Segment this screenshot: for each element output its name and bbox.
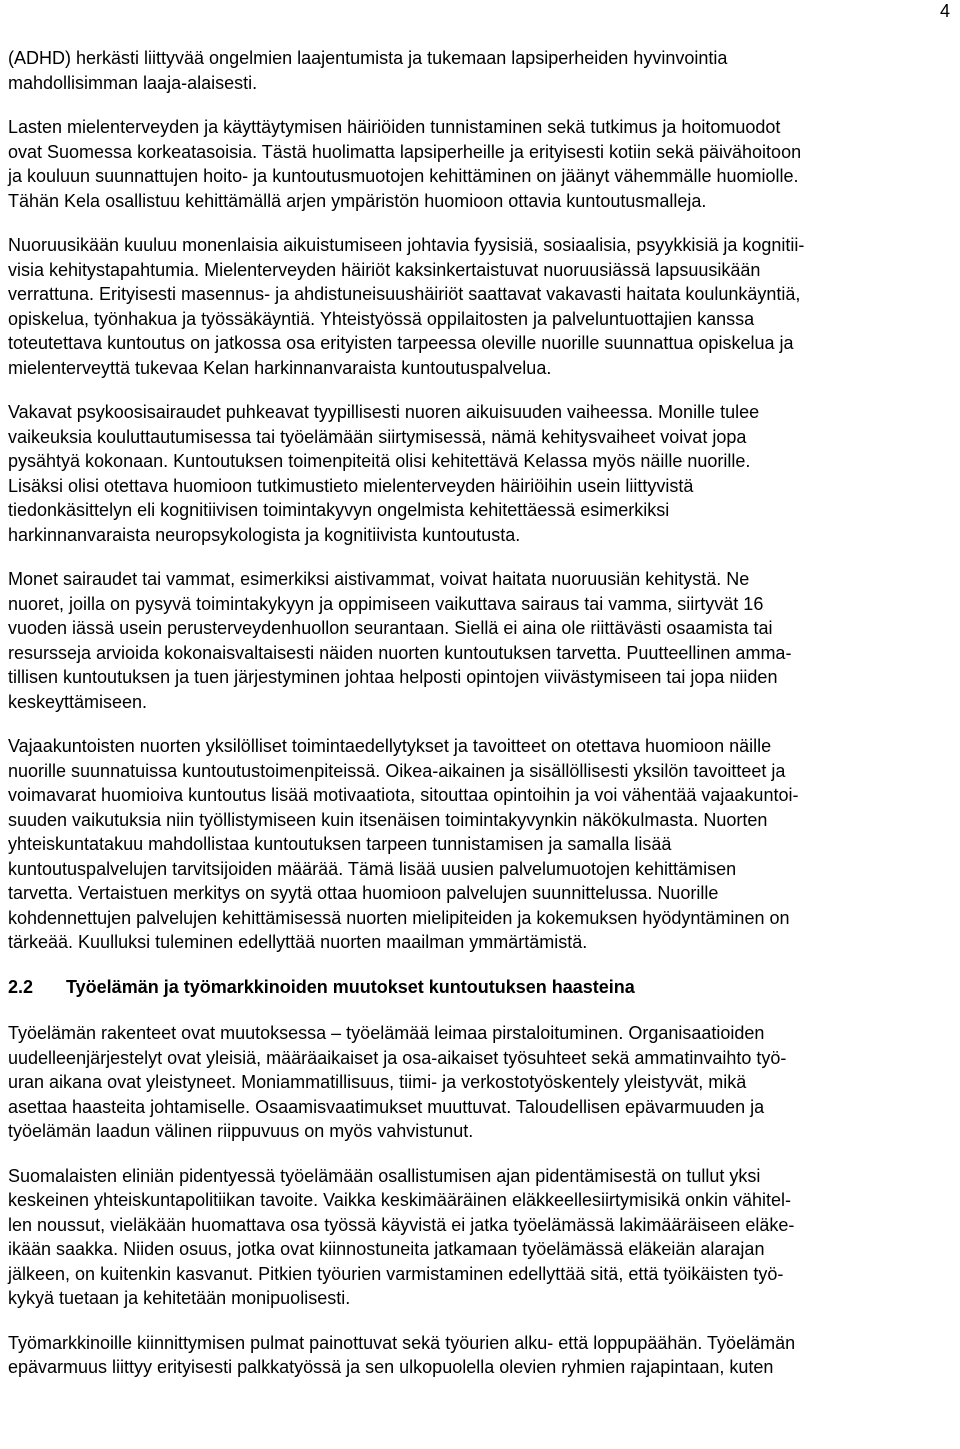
text-line: pysähtyä kokonaan. Kuntoutuksen toimenpiteitä olisi kehitettävä Kelassa myös näille nuorille. [8, 451, 751, 471]
text-line: keskeinen yhteiskuntapolitiikan tavoite. Vaikka keskimääräinen eläkkeellesiirtymisikä onkin vähitel- [8, 1190, 792, 1210]
text-line: nuoret, joilla on pysyvä toimintakykyyn ja oppimiseen vaikuttava sairaus tai vamma, siirtyvät 16 [8, 593, 764, 614]
text-line: toteutettava kuntoutus on jatkossa osa erityisten tarpeessa oleville nuorille suunnattua opiskelua ja [8, 333, 794, 353]
text-line: tärkeää. Kuulluksi tuleminen edellyttää nuorten maailman ymmärtämistä. [8, 932, 588, 952]
text-line: ovat Suomessa korkeatasoisia. Tästä huolimatta lapsiperheille ja erityisesti kotiin sekä päivähoitoon [8, 141, 802, 162]
page-number: 4 [939, 1, 950, 21]
text-line: kykyä tuetaan ja kehitetään monipuolisesti. [8, 1288, 351, 1308]
paragraph [8, 1021, 952, 1144]
text-line: kohdennettujen palvelujen kehittämisessä nuorten mielipiteiden ja kokemuksen hyödyntäminen on [8, 907, 790, 928]
text-line: Vakavat psykoosisairaudet puhkeavat tyypillisesti nuoren aikuisuuden vaiheessa. Monille tulee [8, 402, 760, 422]
text-line: ikään saakka. Niiden osuus, jotka ovat kiinnostuneita jatkamaan työelämässä eläkeiän alarajan [8, 1239, 765, 1259]
paragraph [8, 567, 952, 714]
text-line: jälkeen, on kuitenkin kasvanut. Pitkien työurien varmistaminen edellyttää sitä, että työikäisten työ- [8, 1263, 784, 1284]
text-line: verrattuna. Erityisesti masennus- ja ahdistuneisuushäiriöt saattavat vakavasti haitata koulunkäyntiä, [8, 284, 801, 304]
text-line: kuntoutuspalvelujen tarvitsijoiden määrää. Tämä lisää uusien palvelumuotojen kehittämisen [8, 858, 737, 879]
text-line: mielenterveyttä tukevaa Kelan harkinnanvaraista kuntoutuspalvelua. [8, 357, 552, 378]
text-line: Nuoruusikään kuuluu monenlaisia aikuistumiseen johtavia fyysisiä, sosiaalisia, psyykkisiä ja kognitii- [8, 235, 805, 255]
text-line: uran aikana ovat yleistyneet. Moniammatillisuus, tiimi- ja verkostotyöskentely yleistyvät, mikä [8, 1072, 747, 1092]
paragraph [8, 734, 952, 955]
text-line: mahdollisimman laaja-alaisesti. [8, 72, 258, 93]
text-line: vaikeuksia kouluttautumisessa tai työelämään siirtymisessä, nämä kehitysvaiheet voivat jopa [8, 426, 747, 447]
text-line: keskeyttämiseen. [8, 691, 148, 712]
section-title: Työelämän ja työmarkkinoiden muutokset kuntoutuksen haasteina [66, 976, 635, 997]
text-line: resursseja arvioida kokonaisvaltaisesti näiden nuorten kuntoutuksen tarvetta. Puutteellinen amma- [8, 642, 792, 663]
text-line: len noussut, vieläkään huomattava osa työssä käyvistä ei jatka työelämässä lakimääräiseen eläke- [8, 1214, 795, 1235]
text-line: työelämän laadun välinen riippuvuus on myös vahvistunut. [8, 1121, 474, 1141]
text-line: uudelleenjärjestelyt ovat yleisiä, määräaikaiset ja osa-aikaiset työsuhteet sekä ammatinvaihto työ- [8, 1047, 787, 1068]
text-line: nuorille suunnatuissa kuntoutustoimenpiteissä. Oikea-aikainen ja sisällöllisesti yksilön tavoitteet ja [8, 760, 786, 781]
paragraph [8, 46, 952, 95]
text-line: (ADHD) herkästi liittyvää ongelmien laajentumista ja tukemaan lapsiperheiden hyvinvointia [8, 48, 728, 68]
text-line: Vajaakuntoisten nuorten yksilölliset toimintaedellytykset ja tavoitteet on otettava huomioon näille [8, 736, 772, 756]
text-line: ja kouluun suunnattujen hoito- ja kuntoutusmuotojen kehittäminen on jäänyt vähemmälle huomiolle. [8, 166, 799, 186]
text-line: epävarmuus liittyy erityisesti palkkatyössä ja sen ulkopuolella olevien ryhmien rajapintaan, kuten [8, 1357, 774, 1377]
text-line: Lasten mielenterveyden ja käyttäytymisen häiriöiden tunnistaminen sekä tutkimus ja hoitomuodot [8, 117, 781, 137]
section-number: 2.2 [8, 976, 34, 997]
text-line: Monet sairaudet tai vammat, esimerkiksi aistivammat, voivat haitata nuoruusiän kehitystä. Ne [8, 569, 750, 589]
text-line: visia kehitystapahtumia. Mielenterveyden häiriöt kaksinkertaistuvat nuoruusiässä lapsuusikään [8, 259, 761, 280]
paragraph [8, 1164, 952, 1311]
text-line: Työmarkkinoille kiinnittymisen pulmat painottuvat sekä työurien alku- että loppupäähän. Työelämän [8, 1332, 796, 1353]
text-line: Lisäksi olisi otettava huomioon tutkimustieto mielenterveyden häiriöihin usein liittyvistä [8, 475, 694, 496]
text-line: Tähän Kela osallistuu kehittämällä arjen ympäristön huomioon ottavia kuntoutusmalleja. [8, 190, 707, 211]
text-line: harkinnanvaraista neuropsykologista ja kognitiivista kuntoutusta. [8, 524, 521, 545]
paragraph [8, 1331, 952, 1380]
section-heading [8, 975, 952, 1000]
text-line: yhteiskuntatakuu mahdollistaa kuntoutuksen tarpeen tunnistamisen ja samalla lisää [8, 834, 672, 854]
paragraph [8, 233, 952, 380]
text-line: Työelämän rakenteet ovat muutoksessa – työelämää leimaa pirstaloituminen. Organisaatioiden [8, 1023, 765, 1043]
text-line: opiskelua, työnhakua ja työssäkäyntiä. Yhteistyössä oppilaitosten ja palveluntuottajien kanssa [8, 308, 755, 329]
document-body [8, 46, 952, 1400]
text-line: suuden vaikutuksia niin työllistymiseen kuin itsenäisen toimintakyvynkin näkökulmasta. Nuorten [8, 809, 768, 830]
text-line: tillisen kuntoutuksen ja tuen järjestyminen johtaa helposti opintojen viivästymiseen tai jopa niiden [8, 667, 778, 687]
text-line: voimavarat huomioiva kuntoutus lisää motivaatiota, sitouttaa opintoihin ja voi vähentää vajaakuntoi- [8, 785, 799, 805]
text-line: tiedonkäsittelyn eli kognitiivisen toimintakyvyn ongelmista kehitettäessä esimerkiksi [8, 500, 670, 520]
text-line: asettaa haasteita johtamiselle. Osaamisvaatimukset muuttuvat. Taloudellisen epävarmuuden ja [8, 1096, 765, 1117]
paragraph [8, 115, 952, 213]
paragraph [8, 400, 952, 547]
text-line: tarvetta. Vertaistuen merkitys on syytä ottaa huomioon palvelujen suunnittelussa. Nuorille [8, 883, 719, 903]
text-line: Suomalaisten eliniän pidentyessä työelämään osallistumisen ajan pidentämisestä on tullut yksi [8, 1165, 761, 1186]
text-line: vuoden iässä usein perusterveydenhuollon seurantaan. Siellä ei aina ole riittävästi osaamista tai [8, 618, 773, 638]
